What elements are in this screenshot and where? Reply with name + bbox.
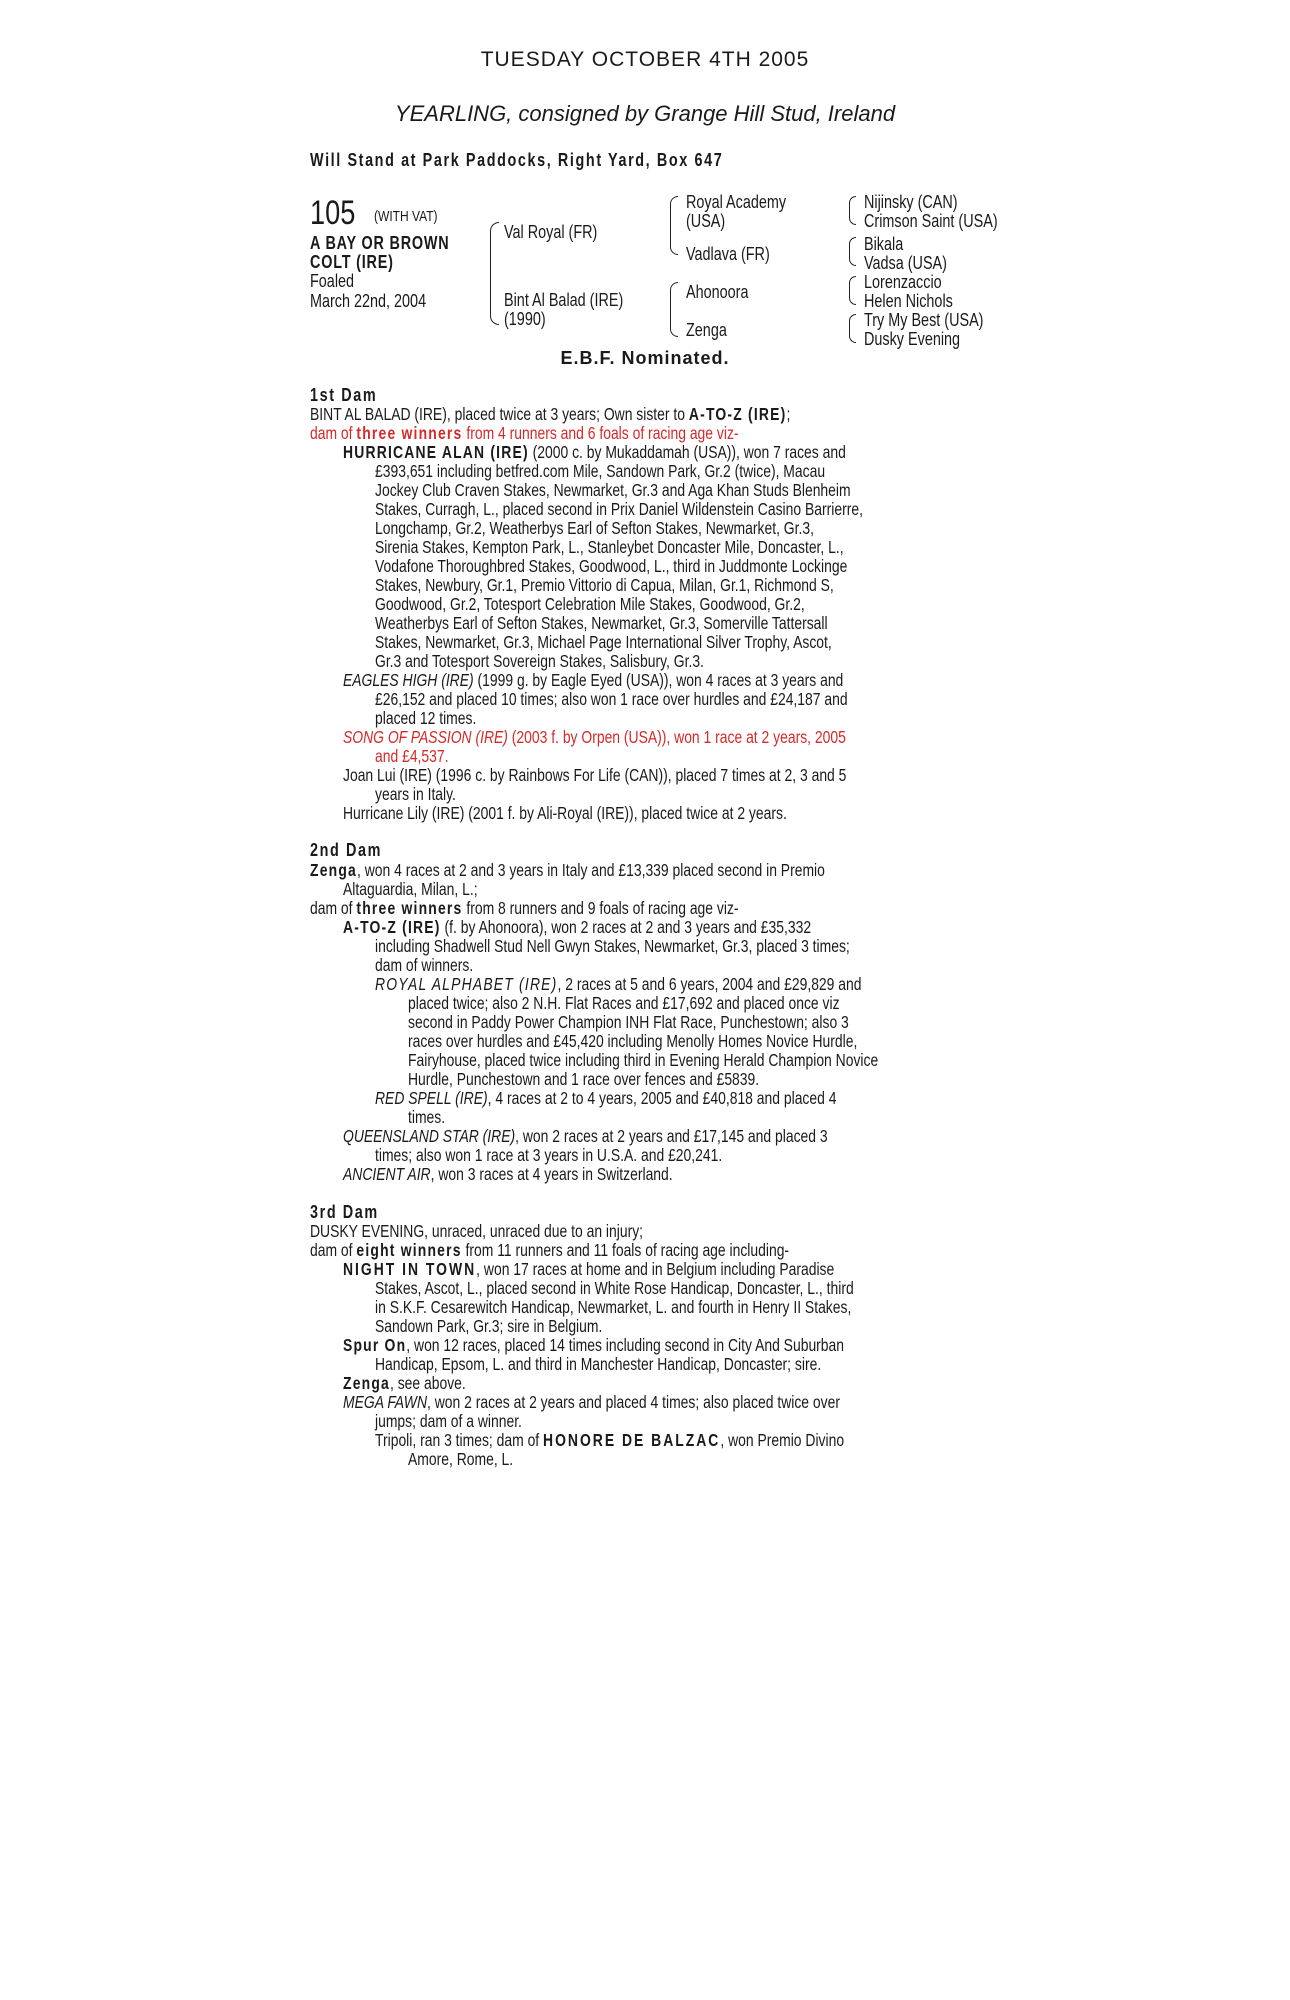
pedigree-sire: Val Royal (FR) [504, 222, 598, 242]
spur-on-line: Handicap, Epsom, L. and third in Manchester Handicap, Doncaster; sire. [375, 1354, 822, 1374]
hurricane-alan-line: Vodafone Thoroughbred Stakes, Goodwood, L., third in Juddmonte Lockinge [375, 556, 848, 576]
hurricane-alan-line: Longchamp, Gr.2, Weatherbys Earl of Sefton Stakes, Newmarket, Gr.3, [375, 518, 814, 538]
royal-alphabet-line: placed twice; also 2 N.H. Flat Races and £17,692 and placed once viz [408, 993, 840, 1013]
hurricane-alan-line: Stakes, Curragh, L., placed second in Prix Daniel Wildenstein Casino Barrierre, [375, 499, 863, 519]
dam-line-brace-bottom [670, 304, 678, 337]
hurricane-alan-line: Stakes, Newmarket, Gr.3, Michael Page International Silver Trophy, Ascot, [375, 632, 832, 652]
g-brace-2b [849, 251, 856, 266]
hurricane-alan-line: HURRICANE ALAN (IRE) (2000 c. by Mukaddamah (USA)), won 7 races and [343, 442, 846, 462]
pedigree-g8: Dusky Evening [864, 329, 961, 349]
pedigree-sire-dam: Vadlava (FR) [686, 244, 770, 264]
first-dam-produce-summary: dam of three winners from 4 runners and 6 foals of racing age viz- [310, 423, 739, 443]
royal-alphabet-line: Fairyhouse, placed twice including third in Evening Herald Champion Novice [408, 1050, 879, 1070]
mega-fawn-line: MEGA FAWN, won 2 races at 2 years and placed 4 times; also placed twice over [343, 1392, 840, 1412]
song-of-passion-line: SONG OF PASSION (IRE) (2003 f. by Orpen (USA)), won 1 race at 2 years, 2005 [343, 727, 846, 747]
eagles-high-line: £26,152 and placed 10 times; also won 1 race over hurdles and £24,187 and [375, 689, 848, 709]
tripoli-line: Amore, Rome, L. [408, 1449, 514, 1469]
second-dam-heading: 2nd Dam [310, 840, 383, 860]
sire-line-brace-top [670, 196, 678, 223]
g-brace-1b [849, 210, 856, 225]
ebf-nomination: E.B.F. Nominated. [560, 348, 730, 368]
pedigree-g1: Nijinsky (CAN) [864, 192, 958, 212]
eagles-high-line: EAGLES HIGH (IRE) (1999 g. by Eagle Eyed (USA)), won 4 races at 3 years and [343, 670, 844, 690]
mega-fawn-line: jumps; dam of a winner. [375, 1411, 522, 1431]
song-of-passion-line: and £4,537. [375, 746, 449, 766]
royal-alphabet-line: races over hurdles and £45,420 including Menolly Homes Novice Hurdle, [408, 1031, 858, 1051]
royal-alphabet-line: Hurdle, Punchestown and 1 race over fences and £5839. [408, 1069, 760, 1089]
royal-alphabet-line: ROYAL ALPHABET (IRE), 2 races at 5 and 6 years, 2004 and £29,829 and [375, 974, 862, 994]
ancient-air-line: ANCIENT AIR, won 3 races at 4 years in Switzerland. [343, 1164, 673, 1184]
lot-name-line2: COLT (IRE) [310, 252, 394, 272]
pedigree-brace-bottom [490, 272, 499, 325]
night-in-town-line: Stakes, Ascot, L., placed second in White Rose Handicap, Doncaster, L., third [375, 1278, 854, 1298]
hurricane-alan-line: Stakes, Newbury, Gr.1, Premio Vittorio di Capua, Milan, Gr.1, Richmond S, [375, 575, 834, 595]
g-brace-4a [849, 314, 856, 329]
pedigree-dam-dam: Zenga [686, 320, 727, 340]
pedigree-sire-sire: Royal Academy [686, 192, 787, 212]
pedigree-g6: Helen Nichols [864, 291, 953, 311]
dusky-evening-line: DUSKY EVENING, unraced, unraced due to an injury; [310, 1221, 644, 1241]
red-spell-line: RED SPELL (IRE), 4 races at 2 to 4 years, 2005 and £40,818 and placed 4 [375, 1088, 837, 1108]
dam-line-brace-top [670, 282, 678, 305]
foaled-date: March 22nd, 2004 [310, 291, 427, 311]
hurricane-alan-line: Jockey Club Craven Stakes, Newmarket, Gr.3 and Aga Khan Studs Blenheim [375, 480, 851, 500]
pedigree-sire-sire-country: (USA) [686, 211, 726, 231]
g-brace-3b [849, 290, 856, 305]
pedigree-g7: Try My Best (USA) [864, 310, 984, 330]
vat-note: (WITH VAT) [374, 208, 438, 225]
pedigree-g5: Lorenzaccio [864, 272, 942, 292]
night-in-town-line: NIGHT IN TOWN, won 17 races at home and in Belgium including Paradise [343, 1259, 835, 1279]
g-brace-3a [849, 276, 856, 291]
first-dam-heading: 1st Dam [310, 385, 378, 405]
pedigree-g4: Vadsa (USA) [864, 253, 947, 273]
queensland-star-line: times; also won 1 race at 3 years in U.S.A. and £20,241. [375, 1145, 723, 1165]
g-brace-4b [849, 328, 856, 343]
hurricane-lily-line: Hurricane Lily (IRE) (2001 f. by Ali-Royal (IRE)), placed twice at 2 years. [343, 803, 787, 823]
lot-name-line1: A BAY OR BROWN [310, 233, 450, 253]
night-in-town-line: in S.K.F. Cesarewitch Handicap, Newmarket, L. and fourth in Henry II Stakes, [375, 1297, 852, 1317]
zenga-line: Zenga, won 4 races at 2 and 3 years in Italy and £13,339 placed second in Premio [310, 860, 825, 880]
lot-number: 105 [310, 194, 356, 232]
joan-lui-line: years in Italy. [375, 784, 456, 804]
stand-location: Will Stand at Park Paddocks, Right Yard, Box 647 [310, 150, 724, 170]
zenga-produce-summary: dam of three winners from 8 runners and 9 foals of racing age viz- [310, 898, 739, 918]
hurricane-alan-line: Goodwood, Gr.2, Totesport Celebration Mile Stakes, Goodwood, Gr.2, [375, 594, 805, 614]
queensland-star-line: QUEENSLAND STAR (IRE), won 2 races at 2 years and £17,145 and placed 3 [343, 1126, 828, 1146]
hurricane-alan-line: £393,651 including betfred.com Mile, Sandown Park, Gr.2 (twice), Macau [375, 461, 826, 481]
tripoli-line: Tripoli, ran 3 times; dam of HONORE DE BALZAC, won Premio Divino [375, 1430, 845, 1450]
foaled-label: Foaled [310, 271, 355, 291]
night-in-town-line: Sandown Park, Gr.3; sire in Belgium. [375, 1316, 603, 1336]
g-brace-1a [849, 196, 856, 211]
pedigree-dam-sire: Ahonoora [686, 282, 749, 302]
a-to-z-line: A-TO-Z (IRE) (f. by Ahonoora), won 2 races at 2 and 3 years and £35,332 [343, 917, 812, 937]
zenga-line: Altaguardia, Milan, L.; [343, 879, 478, 899]
joan-lui-line: Joan Lui (IRE) (1996 c. by Rainbows For Life (CAN)), placed 7 times at 2, 3 and 5 [343, 765, 847, 785]
a-to-z-line: including Shadwell Stud Nell Gwyn Stakes, Newmarket, Gr.3, placed 3 times; [375, 936, 850, 956]
pedigree-g2: Crimson Saint (USA) [864, 211, 998, 231]
hurricane-alan-line: Sirenia Stakes, Kempton Park, L., Stanleybet Doncaster Mile, Doncaster, L., [375, 537, 844, 557]
spur-on-line: Spur On, won 12 races, placed 14 times including second in City And Suburban [343, 1335, 845, 1355]
hurricane-alan-line: Weatherbys Earl of Sefton Stakes, Newmarket, Gr.3, Somerville Tattersall [375, 613, 828, 633]
sire-line-brace-bottom [670, 222, 678, 255]
first-dam-line: BINT AL BALAD (IRE), placed twice at 3 years; Own sister to A-TO-Z (IRE); [310, 404, 791, 424]
red-spell-line: times. [408, 1107, 446, 1127]
consignor-line: YEARLING, consigned by Grange Hill Stud, Ireland [394, 101, 896, 126]
a-to-z-line: dam of winners. [375, 955, 474, 975]
g-brace-2a [849, 237, 856, 252]
pedigree-dam-year: (1990) [504, 309, 546, 329]
pedigree-dam: Bint Al Balad (IRE) [504, 290, 624, 310]
third-dam-heading: 3rd Dam [310, 1202, 379, 1222]
eagles-high-line: placed 12 times. [375, 708, 477, 728]
royal-alphabet-line: second in Paddy Power Champion INH Flat Race, Punchestown; also 3 [408, 1012, 849, 1032]
sale-date: TUESDAY OCTOBER 4TH 2005 [480, 48, 810, 71]
dusky-evening-produce-summary: dam of eight winners from 11 runners and 11 foals of racing age including- [310, 1240, 790, 1260]
zenga-reference-line: Zenga, see above. [343, 1373, 466, 1393]
pedigree-g3: Bikala [864, 234, 904, 254]
pedigree-brace-top [490, 222, 499, 273]
hurricane-alan-line: Gr.3 and Totesport Sovereign Stakes, Salisbury, Gr.3. [375, 651, 704, 671]
